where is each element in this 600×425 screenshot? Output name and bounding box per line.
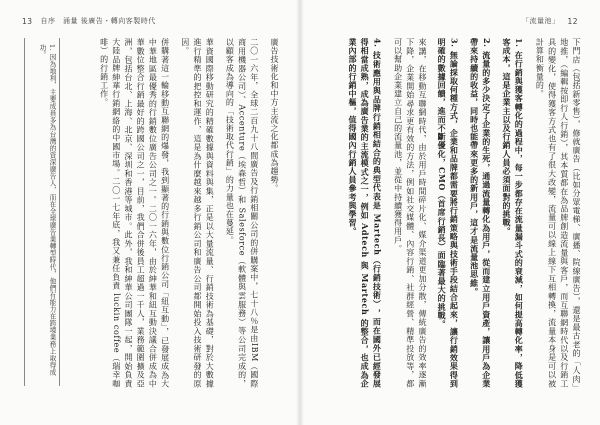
left-paragraph: 廣告技術化和中方主流之化都成為趨勢。 <box>270 38 279 193</box>
right-paragraph: 2. 流量的多少決定了企業的生死，通過流量轉化為用戶，從而建立用戶資產，讓用戶為企業帶來持續的收益，同時也能帶來更多的新用戶，這才是流量池思維。 <box>469 38 492 388</box>
footnote-text: 1. 因為地利，主要成員多為台灣的資深廣告人，而在全球廣告業轉型時代，他們有能力在跨境業務上取得成功。 <box>38 44 56 376</box>
footnote-box <box>24 38 60 386</box>
left-body-text <box>70 38 280 388</box>
left-page-number: 13 <box>22 16 33 26</box>
right-paragraph: 4. 技術應用與品牌行銷相結合的典型代表是 Martech（行銷技術），而在國外已經發展得相當成熟，成為廣告業的主流模式之一，例如 Adtech 與 Martech 的整合，也成為企業內部的行銷中樞，值得國內行銷人員參考與學習。 <box>347 38 383 388</box>
right-body-text <box>330 38 582 388</box>
left-paragraph: 併購著這一輪移動互聯網的爆發，我到顯著的行銷與數位行銷公司「紐互動」，已發展成為大中華地區最優秀的行銷數位廣告公司之一。二〇一六年，由於紳華和紐互動決議合併成為中華數位整合行銷最好的跨國公司之一，目前，我們合併後員工超過一千人，業務範圍擴及亞洲，包括台北、上海、北京、深圳和香港等城市。此外，我和紳華公司團隊一起，開始負責大陸品牌紳華行銷網絡的中國市場。二〇一七年底，我又兼任負責 luckin coffee（瑞幸咖啡）的行銷工作。 <box>99 38 170 388</box>
left-paragraph: 二〇一六年，全球二百九十八間廣告及行銷相關公司的併購案中，七十八％是由IBM（國際商用機器公司）、Accenture（埃森哲）和 Salesforce（軟體與雲服務）等公司完成的，以顧客成為導向的「技術取代行銷」的力量也在蔓延。 <box>225 38 259 388</box>
right-paragraph: 下門店（包括新零售），修就廣告（比如分眾電梯、廣播、院線廣告），還是最古老的「人肉」地推，（編輯按即行人行銷），其本質都在為品牌創造流量與客戶，而互聯網時代以及行銷工具的變化，使得獲客方式也有了很大改變，流量可以線上線下互相轉換，流量本身是可以被計算和衡量的。 <box>535 38 581 388</box>
left-paragraph: 華資國際移動研究的精確數據與資料與集，正是以大量流量、行銷技術為基礎，對於大數據進行精準的把控和運作，這是為什麼越來越多行銷公司和廣告公司都開始投入技術研發的原因。 <box>180 38 215 388</box>
right-page-number: 12 <box>567 16 578 26</box>
right-running-head <box>522 16 578 26</box>
book-gutter <box>296 0 304 425</box>
right-paragraph: 3. 無論採取何種方式，企業和品牌都需要將行銷策略與技術手段結合起來，讓行銷效果得到明確的數據回饋，進而不斷優化，CMO（首席行銷長）面臨著最大的挑戰。 <box>437 38 460 388</box>
right-running-head-title: 「流量池」 <box>521 17 560 25</box>
right-paragraph: 來講，在移動互聯網時代，由於用戶時間碎片化、媒介渠道更加分散，傳統廣告的效率逐漸下降，企業開始尋求更有效的方法，例如社交媒體、內容行銷、社群經營、精準投放等，都可以幫助企業建立自己的流量池，並從中持續獲得用戶。 <box>393 38 427 388</box>
left-running-head <box>22 16 156 26</box>
left-running-head-title: 自序 涌量 後廣告・轉向客製時代 <box>40 17 156 25</box>
right-page <box>300 0 600 425</box>
right-paragraph: 1. 在行銷與獲客轉化的過程中，每一步都存在流量漏斗式的衰減，如何提高轉化率，降低獲客成本，這是企業主以及行銷人員必須面對的挑戰。 <box>501 38 525 388</box>
